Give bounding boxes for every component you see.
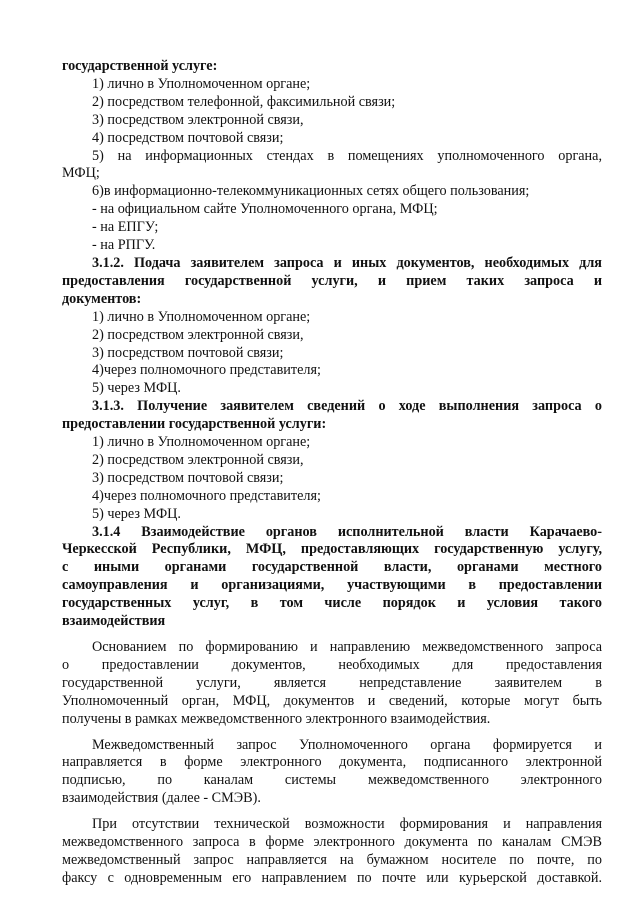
- sub-list-item: - на РПГУ.: [92, 237, 156, 254]
- list-item: 2) посредством электронной связи,: [92, 451, 304, 468]
- list-item: 3) посредством почтовой связи;: [92, 344, 284, 361]
- section-heading-3-1-2: 3.1.2. Подача заявителем запроса и иных документов, необходимых для: [92, 254, 602, 271]
- section-heading-3-1-4-line: самоуправления и организациями, участвующими в предоставлении: [62, 577, 602, 594]
- section-heading-3-1-4-line: с иными органами государственной власти, органами местного: [62, 559, 602, 576]
- section-heading-3-1-2-line: предоставления государственной услуги, и прием таких запроса и: [62, 272, 602, 289]
- body-paragraph-line: о предоставлении документов, необходимых для предоставления: [62, 656, 602, 673]
- body-paragraph-line: подписью, по каналам системы межведомственного электронного: [62, 772, 602, 789]
- section-heading-3-1-3: 3.1.3. Получение заявителем сведений о ходе выполнения запроса о: [92, 398, 602, 415]
- body-paragraph-line: межведомственный запрос направляется на бумажном носителе по почте, по: [62, 851, 602, 868]
- list-item: 1) лично в Уполномоченном органе;: [92, 75, 311, 92]
- section-heading-3-1-4-line: Черкесской Республики, МФЦ, предоставляющих государственную услугу,: [62, 541, 602, 558]
- list-item: 1) лично в Уполномоченном органе;: [92, 434, 311, 451]
- list-item: 2) посредством телефонной, факсимильной связи;: [92, 93, 396, 110]
- body-paragraph-line: Межведомственный запрос Уполномоченного органа формируется и: [92, 736, 602, 753]
- list-item: 4)через полномочного представителя;: [92, 362, 321, 379]
- list-item: 3) посредством почтовой связи;: [92, 469, 284, 486]
- document-page: [62, 58, 602, 888]
- body-paragraph-line: взаимодействия (далее - СМЭВ).: [62, 790, 261, 807]
- section-heading-3-1-3-line: предоставлении государственной услуги:: [62, 416, 327, 433]
- body-paragraph-line: факсу с одновременным его направлением по почте или курьерской доставкой.: [62, 869, 602, 886]
- sub-list-item: - на ЕПГУ;: [92, 219, 159, 236]
- body-paragraph-line: межведомственного запроса в форме электронного документа по каналам СМЭВ: [62, 834, 602, 851]
- section-heading-3-1-4: 3.1.4 Взаимодействие органов исполнительной власти Карачаево-: [92, 523, 602, 540]
- list-item: 4) посредством почтовой связи;: [92, 129, 284, 146]
- list-item-continuation: МФЦ;: [62, 165, 100, 182]
- body-paragraph-line: Основанием по формированию и направлению межведомственного запроса: [92, 639, 602, 655]
- list-item: 2) посредством электронной связи,: [92, 326, 304, 343]
- list-item: 1) лично в Уполномоченном органе;: [92, 308, 311, 325]
- list-item: 5) через МФЦ.: [92, 380, 181, 397]
- section-heading-3-1-4-line: государственных услуг, в том числе порядок и условия такого: [62, 595, 602, 612]
- section-heading-3-1-2-line: документов:: [62, 290, 142, 307]
- section-heading-3-1-4-line: взаимодействия: [62, 613, 166, 630]
- body-paragraph-line: получены в рамках межведомственного электронного взаимодействия.: [62, 710, 491, 727]
- list-item: 6)в информационно-телекоммуникационных сетях общего пользования;: [92, 183, 530, 200]
- list-item: 4)через полномочного представителя;: [92, 487, 321, 504]
- body-paragraph-line: государственной услуги, является непредставление заявителем в: [62, 674, 602, 691]
- body-paragraph-line: направляется в форме электронного документа, подписанного электронной: [62, 754, 602, 771]
- list-item: 3) посредством электронной связи,: [92, 111, 304, 128]
- sub-list-item: - на официальном сайте Уполномоченного органа, МФЦ;: [92, 201, 438, 218]
- body-paragraph-line: При отсутствии технической возможности формирования и направления: [92, 816, 602, 833]
- list-item: 5) через МФЦ.: [92, 505, 181, 522]
- body-paragraph-line: Уполномоченный орган, МФЦ, документов и сведений, которые могут быть: [62, 692, 602, 709]
- list-item: 5) на информационных стендах в помещениях уполномоченного органа,: [92, 147, 602, 164]
- section-heading-tail: государственной услуге:: [62, 58, 218, 74]
